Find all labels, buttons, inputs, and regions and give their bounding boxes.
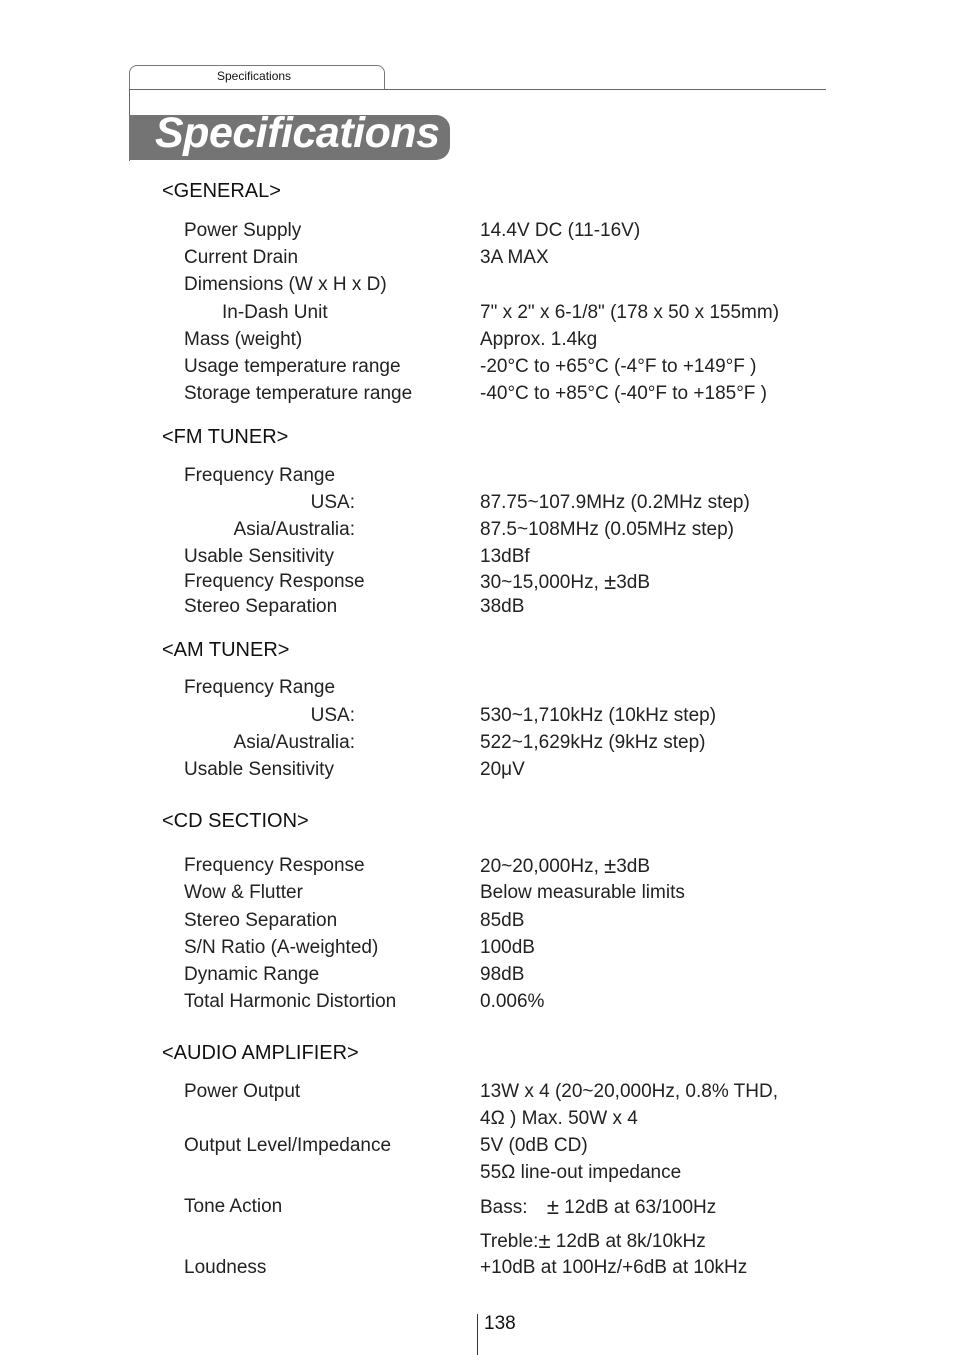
value-text: 12dB at 8k/10kHz bbox=[555, 1231, 706, 1252]
spec-value: 14.4V DC (11-16V) bbox=[480, 220, 641, 241]
plus-minus-icon: ± bbox=[538, 1228, 551, 1253]
fm-heading: <FM TUNER> bbox=[162, 426, 289, 448]
spec-label: Current Drain bbox=[184, 247, 299, 268]
am-heading: <AM TUNER> bbox=[162, 639, 290, 661]
spec-value: 0.006% bbox=[480, 991, 545, 1012]
spec-label: Wow & Flutter bbox=[184, 882, 303, 903]
spec-value: 87.5~108MHz (0.05MHz step) bbox=[480, 519, 734, 540]
plus-minus-icon: ± bbox=[604, 853, 617, 878]
spec-value: 3A MAX bbox=[480, 247, 549, 268]
spec-label: Loudness bbox=[184, 1257, 267, 1278]
spec-value: 4Ω ) Max. 50W x 4 bbox=[480, 1108, 638, 1129]
spec-value: 55Ω line-out impedance bbox=[480, 1162, 682, 1183]
spec-label: Usage temperature range bbox=[184, 356, 401, 377]
value-text: Treble: bbox=[480, 1231, 539, 1252]
spec-value bbox=[480, 1230, 706, 1253]
spec-label: Frequency Range bbox=[184, 465, 336, 486]
spec-label: Power Output bbox=[184, 1081, 301, 1102]
spec-sublabel: USA: bbox=[310, 705, 355, 726]
spec-label: Dynamic Range bbox=[184, 964, 320, 985]
spec-value: 13dBf bbox=[480, 546, 530, 567]
spec-label: Frequency Response bbox=[184, 571, 365, 592]
spec-label: Output Level/Impedance bbox=[184, 1135, 392, 1156]
spec-label: Dimensions (W x H x D) bbox=[184, 274, 387, 295]
header-rule bbox=[129, 89, 826, 90]
value-text: Bass: bbox=[480, 1197, 528, 1218]
spec-label: Usable Sensitivity bbox=[184, 759, 334, 780]
spec-value bbox=[480, 855, 650, 878]
spec-sublabel: In-Dash Unit bbox=[222, 302, 328, 323]
spec-value: 522~1,629kHz (9kHz step) bbox=[480, 732, 706, 753]
spec-value bbox=[480, 1196, 716, 1219]
spec-label: Stereo Separation bbox=[184, 910, 338, 931]
page-number-rule bbox=[477, 1314, 478, 1355]
general-heading: <GENERAL> bbox=[162, 180, 281, 202]
header-tab bbox=[129, 65, 385, 89]
spec-label: S/N Ratio (A-weighted) bbox=[184, 937, 379, 958]
spec-value: 7" x 2" x 6-1/8" (178 x 50 x 155mm) bbox=[480, 302, 780, 323]
spec-label: Frequency Response bbox=[184, 855, 365, 876]
page-title: Specifications bbox=[155, 109, 440, 157]
spec-value: 20μV bbox=[480, 759, 525, 780]
spec-value: 38dB bbox=[480, 596, 525, 617]
spec-sublabel: USA: bbox=[310, 492, 355, 513]
spec-value: Approx. 1.4kg bbox=[480, 329, 598, 350]
spec-value: Below measurable limits bbox=[480, 882, 685, 903]
spec-value: -40°C to +85°C (-40°F to +185°F ) bbox=[480, 383, 768, 404]
cd-heading: <CD SECTION> bbox=[162, 810, 309, 832]
spec-value: 530~1,710kHz (10kHz step) bbox=[480, 705, 717, 726]
value-text: 3dB bbox=[616, 856, 651, 877]
spec-value: 100dB bbox=[480, 937, 535, 958]
spec-value: 13W x 4 (20~20,000Hz, 0.8% THD, bbox=[480, 1081, 778, 1102]
spec-value: 5V (0dB CD) bbox=[480, 1135, 588, 1156]
spec-value: -20°C to +65°C (-4°F to +149°F ) bbox=[480, 356, 757, 377]
spec-label: Frequency Range bbox=[184, 677, 336, 698]
value-text: 12dB at 63/100Hz bbox=[564, 1197, 717, 1218]
spec-label: Total Harmonic Distortion bbox=[184, 991, 397, 1012]
header-tab-label: Specifications bbox=[217, 69, 292, 83]
spec-label: Tone Action bbox=[184, 1196, 283, 1217]
spec-sublabel: Asia/Australia: bbox=[233, 519, 355, 540]
spec-label: Usable Sensitivity bbox=[184, 546, 334, 567]
plus-minus-icon: ± bbox=[546, 1194, 559, 1219]
spec-label: Mass (weight) bbox=[184, 329, 303, 350]
spec-label: Storage temperature range bbox=[184, 383, 413, 404]
spec-value: 98dB bbox=[480, 964, 525, 985]
spec-label: Stereo Separation bbox=[184, 596, 338, 617]
value-text: 20~20,000Hz, bbox=[480, 856, 599, 877]
spec-value bbox=[480, 571, 650, 594]
spec-label: Power Supply bbox=[184, 220, 302, 241]
spec-value: +10dB at 100Hz/+6dB at 10kHz bbox=[480, 1257, 748, 1278]
value-text: 3dB bbox=[616, 572, 651, 593]
spec-value: 85dB bbox=[480, 910, 525, 931]
value-text: 30~15,000Hz, bbox=[480, 572, 599, 593]
spec-sublabel: Asia/Australia: bbox=[233, 732, 355, 753]
spec-value: 87.75~107.9MHz (0.2MHz step) bbox=[480, 492, 750, 513]
plus-minus-icon: ± bbox=[604, 569, 617, 594]
amp-heading: <AUDIO AMPLIFIER> bbox=[162, 1042, 359, 1064]
page-number: 138 bbox=[484, 1313, 516, 1334]
